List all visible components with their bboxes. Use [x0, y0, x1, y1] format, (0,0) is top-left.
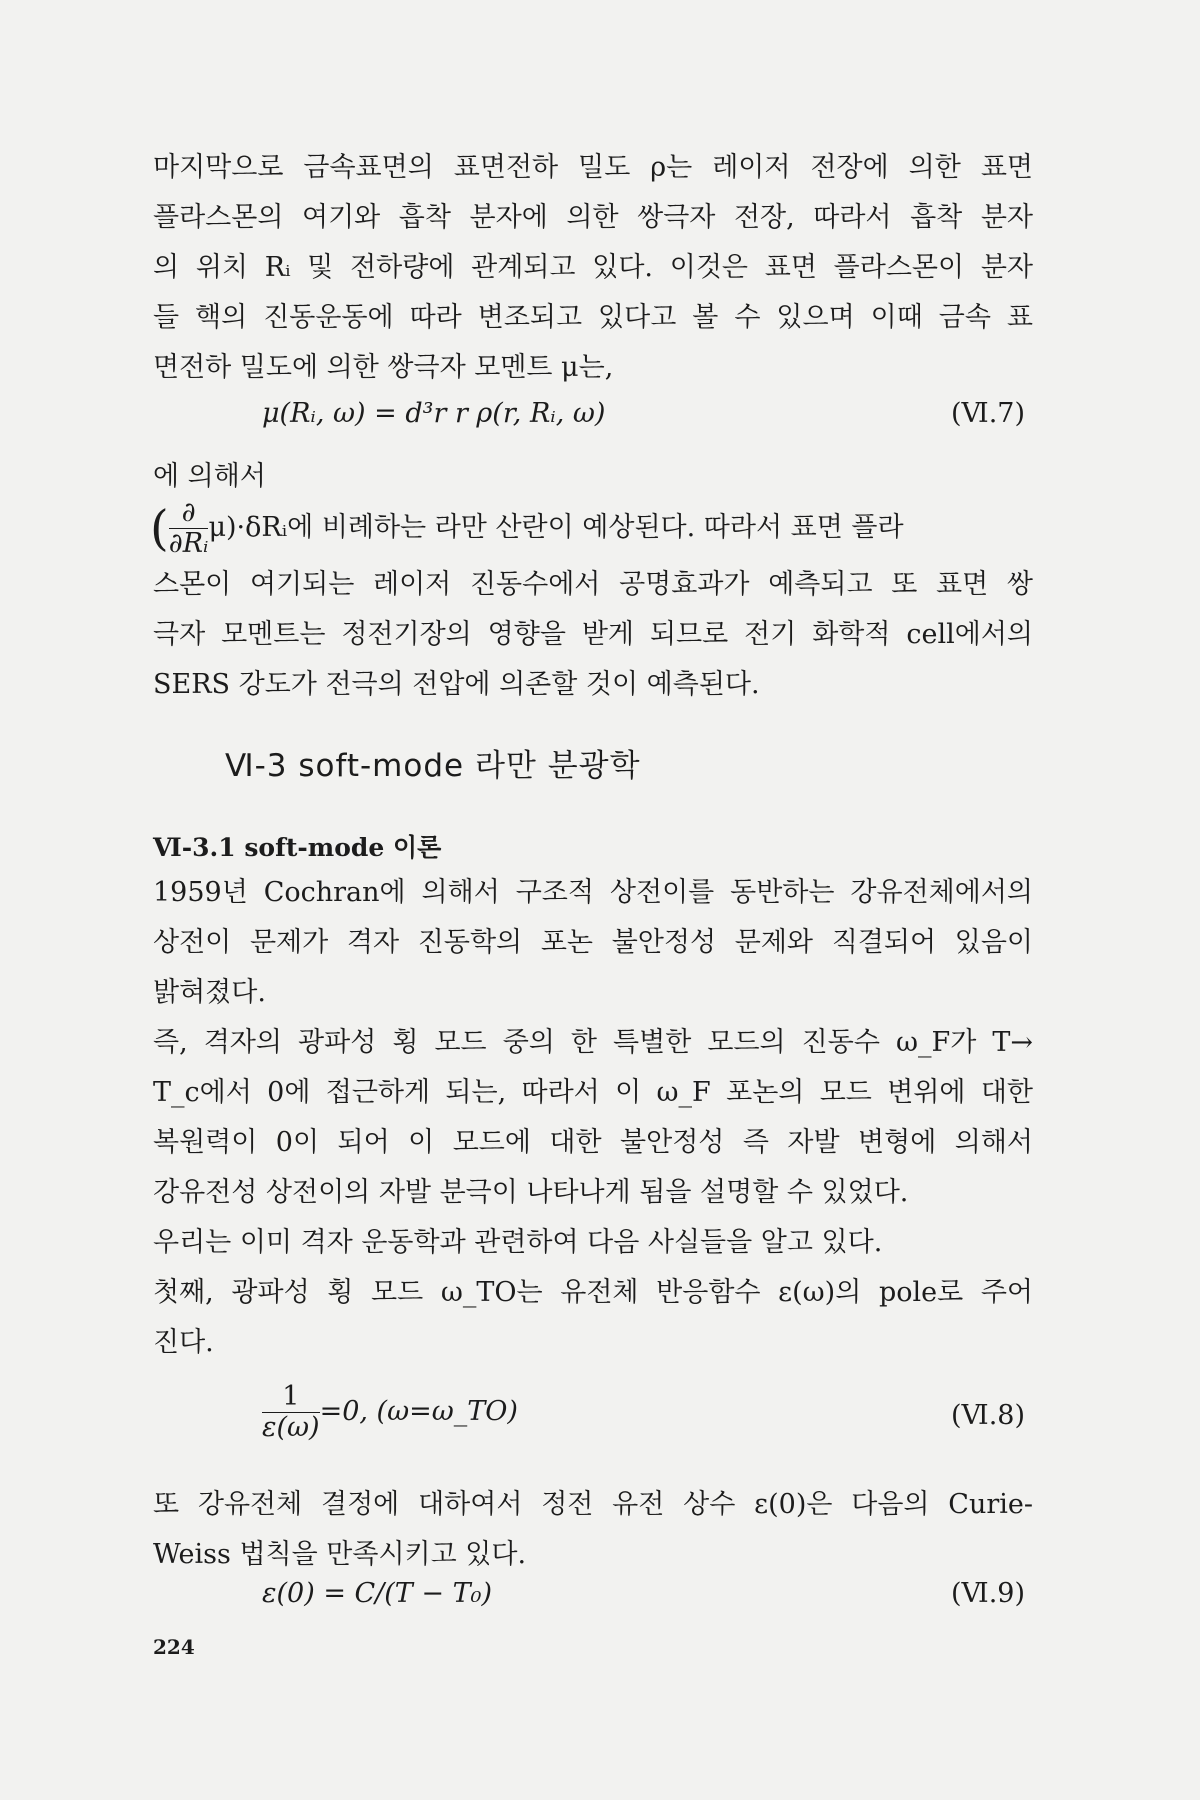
text-line: 플라스몬의 여기와 흡착 분자에 의한 쌍극자 전장, 따라서 흡착 분자 — [153, 202, 1033, 233]
section-title: Ⅵ-3 soft-mode 라만 분광학 — [225, 748, 641, 784]
partial-derivative-numerator: ∂ — [169, 498, 209, 529]
equation-number: (Ⅵ.9) — [951, 1578, 1025, 1609]
equation-number: (Ⅵ.8) — [951, 1400, 1025, 1431]
text-line-rest: μ)·δRᵢ에 비례하는 라만 산란이 예상된다. 따라서 표면 플라 — [208, 512, 904, 543]
text-line: 첫째, 광파성 횡 모드 ω_TO는 유전체 반응함수 ε(ω)의 pole로 주어 — [153, 1277, 1033, 1308]
paragraph-surface-charge — [153, 143, 1033, 393]
text-line: SERS 강도가 전극의 전압에 의존할 것이 예측된다. — [153, 669, 760, 700]
subsection-title: Ⅵ-3.1 soft-mode 이론 — [153, 833, 442, 862]
equation-6-9: ε(0) = C/(T − T₀) — [262, 1578, 492, 1609]
paragraph-soft-mode — [153, 1018, 1033, 1218]
equation-6-8 — [262, 1382, 518, 1443]
equation-6-7: μ(Rᵢ, ω) = d³r r ρ(r, Rᵢ, ω) — [262, 398, 606, 429]
paragraph-facts — [153, 1218, 1033, 1268]
text-after-equation — [153, 452, 1033, 502]
text-line: 복원력이 0이 되어 이 모드에 대한 불안정성 즉 자발 변형에 의해서 — [153, 1127, 1033, 1158]
text-line: 에 의해서 — [153, 461, 266, 492]
partial-derivative-denominator: ∂Rᵢ — [168, 528, 209, 559]
fraction-numerator: 1 — [262, 1382, 320, 1413]
text-line: 극자 모멘트는 정전기장의 영향을 받게 되므로 전기 화학적 cell에서의 — [153, 619, 1033, 650]
text-line: 마지막으로 금속표면의 표면전하 밀도 ρ는 레이저 전장에 의한 표면 — [153, 152, 1033, 183]
text-line: 또 강유전체 결정에 대하여서 정전 유전 상수 ε(0)은 다음의 Curie- — [153, 1489, 1033, 1520]
equation-number: (Ⅵ.7) — [951, 398, 1025, 429]
page-number: 224 — [153, 1635, 195, 1659]
paragraph-raman-scattering — [150, 498, 1030, 559]
text-line: Weiss 법칙을 만족시키고 있다. — [153, 1539, 527, 1570]
partial-derivative — [169, 498, 209, 559]
fraction-denominator: ε(ω) — [262, 1412, 320, 1443]
text-line: T_c에서 0에 접근하게 되는, 따라서 이 ω_F 포논의 모드 변위에 대한 — [153, 1077, 1033, 1108]
paragraph-raman-scattering-continued — [153, 560, 1033, 710]
text-line: 의 위치 Rᵢ 및 전하량에 관계되고 있다. 이것은 표면 플라스몬이 분자 — [153, 252, 1033, 283]
paragraph-first-fact — [153, 1268, 1033, 1368]
text-line: 밝혀졌다. — [153, 977, 266, 1008]
text-line: 즉, 격자의 광파성 횡 모드 중의 한 특별한 모드의 진동수 ω_F가 T→ — [153, 1027, 1033, 1058]
paragraph-curie-weiss — [153, 1480, 1033, 1580]
text-line: 진다. — [153, 1327, 214, 1358]
fraction — [262, 1382, 320, 1443]
text-line: 면전하 밀도에 의한 쌍극자 모멘트 μ는, — [153, 352, 614, 383]
text-line: 스몬이 여기되는 레이저 진동수에서 공명효과가 예측되고 또 표면 쌍 — [153, 569, 1033, 600]
text-line: 상전이 문제가 격자 진동학의 포논 불안정성 문제와 직결되어 있음이 — [153, 927, 1033, 958]
text-line: 1959년 Cochran에 의해서 구조적 상전이를 동반하는 강유전체에서의 — [153, 877, 1033, 908]
text-line: 강유전성 상전이의 자발 분극이 나타나게 됨을 설명할 수 있었다. — [153, 1177, 909, 1208]
text-line: 들 핵의 진동운동에 따라 변조되고 있다고 볼 수 있으며 이때 금속 표 — [153, 302, 1033, 333]
paragraph-cochran — [153, 868, 1033, 1018]
text-line: 우리는 이미 격자 운동학과 관련하여 다음 사실들을 알고 있다. — [153, 1227, 883, 1258]
equation-rest: =0, (ω=ω_TO) — [319, 1396, 518, 1427]
open-paren: ( — [150, 500, 169, 557]
